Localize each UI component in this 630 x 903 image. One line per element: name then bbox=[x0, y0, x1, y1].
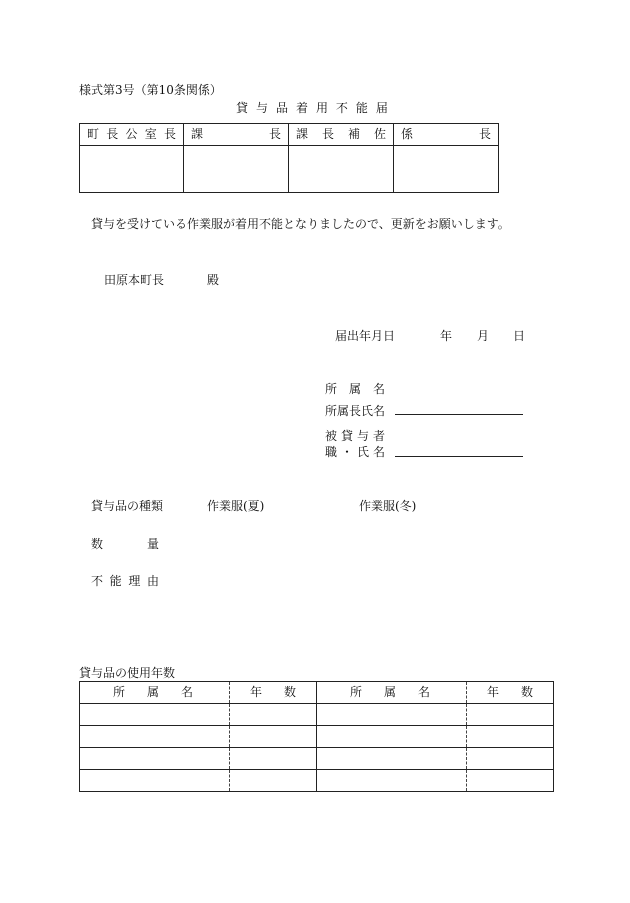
approval-stamp-cell[interactable] bbox=[394, 146, 499, 193]
usage-dept-cell[interactable] bbox=[80, 704, 230, 726]
char: 所 bbox=[113, 685, 126, 699]
usage-years-cell[interactable] bbox=[467, 726, 554, 748]
approval-header-section-chief bbox=[184, 124, 289, 146]
char: 年 bbox=[250, 685, 263, 699]
usage-years-cell[interactable] bbox=[467, 748, 554, 770]
option-summer[interactable]: 作業服(夏) bbox=[207, 499, 265, 513]
char: 貸 bbox=[340, 429, 353, 443]
date-year: 年 bbox=[440, 329, 453, 343]
dept-head-label: 所属長氏名 bbox=[325, 404, 386, 418]
char: 用 bbox=[315, 101, 328, 115]
char: 能 bbox=[109, 574, 122, 588]
usage-years-cell[interactable] bbox=[230, 770, 317, 792]
char: 届 bbox=[375, 101, 388, 115]
usage-dept-cell[interactable] bbox=[80, 726, 230, 748]
approval-stamp-cell[interactable] bbox=[80, 146, 184, 193]
char: 長 bbox=[106, 127, 119, 141]
char: 氏 bbox=[356, 445, 369, 459]
char: 由 bbox=[146, 574, 159, 588]
usage-header-label bbox=[467, 682, 553, 703]
approval-header-deputy-chief bbox=[289, 124, 394, 146]
char: 室 bbox=[144, 127, 157, 141]
char: 所 bbox=[325, 382, 338, 396]
approval-header-mayor-office bbox=[80, 124, 184, 146]
char: ・ bbox=[340, 445, 353, 459]
approval-table bbox=[79, 123, 499, 193]
usage-years-cell[interactable] bbox=[230, 726, 317, 748]
char: 着 bbox=[295, 101, 308, 115]
form-title bbox=[236, 99, 388, 116]
char: 属 bbox=[146, 685, 159, 699]
char: 名 bbox=[372, 382, 385, 396]
usage-dept-cell[interactable] bbox=[317, 704, 467, 726]
char: 公 bbox=[125, 127, 138, 141]
usage-dept-cell[interactable] bbox=[80, 770, 230, 792]
option-winter[interactable]: 作業服(冬) bbox=[359, 499, 417, 513]
approval-stamp-cell[interactable] bbox=[184, 146, 289, 193]
char: 補 bbox=[347, 127, 360, 141]
usage-years-cell[interactable] bbox=[230, 704, 317, 726]
char: 与 bbox=[356, 429, 369, 443]
usage-header-dept bbox=[80, 682, 230, 704]
addressee: 田原本町長 bbox=[104, 273, 165, 287]
char: 佐 bbox=[373, 127, 386, 141]
usage-header-label bbox=[317, 682, 466, 703]
approval-stamp-cell[interactable] bbox=[289, 146, 394, 193]
char: 量 bbox=[146, 537, 159, 551]
char: 数 bbox=[91, 537, 104, 551]
item-type-label: 貸与品の種類 bbox=[91, 499, 164, 513]
char: 名 bbox=[180, 685, 193, 699]
char: 与 bbox=[255, 101, 268, 115]
char: 属 bbox=[383, 685, 396, 699]
char: 貸 bbox=[236, 101, 249, 115]
char: 長 bbox=[321, 127, 334, 141]
char: 係 bbox=[401, 127, 414, 141]
approval-header-label bbox=[80, 124, 183, 145]
char: 所 bbox=[350, 685, 363, 699]
reason-label bbox=[91, 572, 159, 589]
char: 者 bbox=[372, 429, 385, 443]
char: 名 bbox=[417, 685, 430, 699]
usage-row bbox=[80, 726, 554, 748]
char: 数 bbox=[283, 685, 296, 699]
char: 数 bbox=[520, 685, 533, 699]
char: 職 bbox=[325, 445, 338, 459]
usage-years-cell[interactable] bbox=[467, 770, 554, 792]
char: 不 bbox=[91, 574, 104, 588]
char: 被 bbox=[325, 429, 338, 443]
usage-dept-cell[interactable] bbox=[317, 770, 467, 792]
usage-header-dept bbox=[317, 682, 467, 704]
form-id: 様式第3号（第10条関係） bbox=[79, 83, 222, 97]
usage-row bbox=[80, 704, 554, 726]
borrower-label bbox=[325, 427, 385, 444]
approval-header-label bbox=[394, 124, 498, 145]
usage-years-cell[interactable] bbox=[230, 748, 317, 770]
char: 長 bbox=[478, 127, 491, 141]
char: 名 bbox=[372, 445, 385, 459]
approval-header-label bbox=[184, 124, 288, 145]
date-day: 日 bbox=[513, 329, 526, 343]
char: 年 bbox=[487, 685, 500, 699]
char: 町 bbox=[87, 127, 100, 141]
usage-table-caption: 貸与品の使用年数 bbox=[79, 666, 176, 680]
quantity-label bbox=[91, 535, 159, 552]
body-text: 貸与を受けている作業服が着用不能となりましたので、更新をお願いします。 bbox=[91, 217, 510, 231]
char: 属 bbox=[348, 382, 361, 396]
usage-header-years bbox=[467, 682, 554, 704]
char: 理 bbox=[128, 574, 141, 588]
char: 課 bbox=[296, 127, 309, 141]
usage-header-label bbox=[80, 682, 229, 703]
usage-row bbox=[80, 748, 554, 770]
honorific: 殿 bbox=[207, 273, 220, 287]
approval-header-label bbox=[289, 124, 393, 145]
date-month: 月 bbox=[477, 329, 490, 343]
usage-dept-cell[interactable] bbox=[317, 748, 467, 770]
char: 能 bbox=[355, 101, 368, 115]
approval-header-unit-chief bbox=[394, 124, 499, 146]
char: 品 bbox=[275, 101, 288, 115]
char: 課 bbox=[191, 127, 204, 141]
usage-table bbox=[79, 681, 554, 792]
borrower-signature-line[interactable] bbox=[395, 456, 523, 457]
usage-row bbox=[80, 770, 554, 792]
usage-dept-cell[interactable] bbox=[317, 726, 467, 748]
char: 不 bbox=[335, 101, 348, 115]
usage-header-years bbox=[230, 682, 317, 704]
char: 長 bbox=[163, 127, 176, 141]
usage-dept-cell[interactable] bbox=[80, 748, 230, 770]
date-label: 届出年月日 bbox=[335, 329, 396, 343]
char: 長 bbox=[268, 127, 281, 141]
title-name-label bbox=[325, 443, 385, 460]
dept-label bbox=[325, 380, 385, 397]
dept-head-signature-line[interactable] bbox=[395, 414, 523, 415]
usage-years-cell[interactable] bbox=[467, 704, 554, 726]
usage-header-label bbox=[230, 682, 316, 703]
